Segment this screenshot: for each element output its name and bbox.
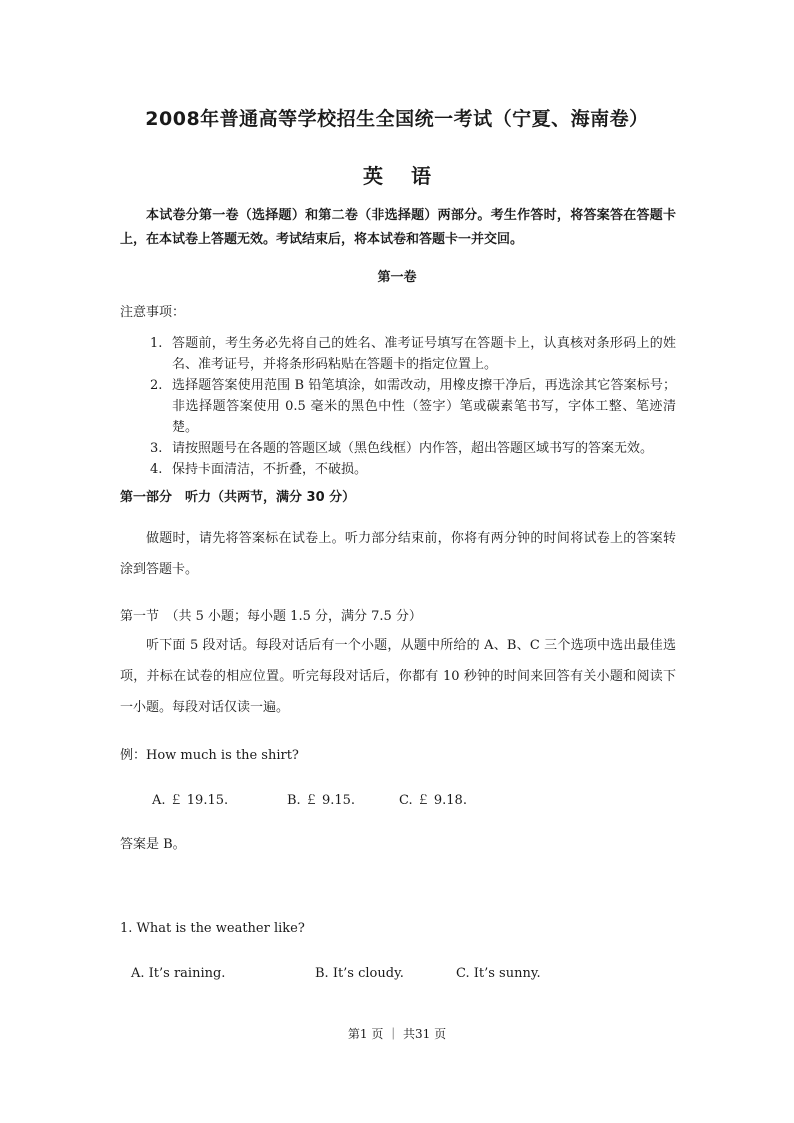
intro-paragraph: 本试卷分第一卷（选择题）和第二卷（非选择题）两部分。考生作答时，将答案答在答题卡上，在本试卷上答题无效。考试结束后，将本试卷和答题卡一并交回。: [120, 208, 676, 247]
subject-heading: 英语: [363, 164, 459, 188]
note-number: 2.: [150, 378, 163, 393]
example-option-a: A. ￡ 19.15.: [152, 793, 229, 808]
note-text: 请按照题号在各题的答题区域（黑色线框）内作答，超出答题区域书写的答案无效。: [172, 441, 654, 456]
note-number: 1.: [150, 336, 163, 351]
document-title: 2008年普通高等学校招生全国统一考试（宁夏、海南卷）: [145, 108, 649, 130]
note-item: [150, 438, 676, 459]
listening-intro: 做题时，请先将答案标在试卷上。听力部分结束前，你将有两分钟的时间将试卷上的答案转涂到答题卡。: [120, 531, 676, 577]
note-text: 答题前，考生务必先将自己的姓名、准考证号填写在答题卡上，认真核对条形码上的姓名、准考证号，并将条形码粘贴在答题卡的指定位置上。: [172, 336, 676, 372]
example-answer: 答案是 B。: [120, 837, 186, 852]
note-item: [150, 333, 676, 375]
note-text: 选择题答案使用范围 B 铅笔填涂，如需改动，用橡皮擦干净后，再选涂其它答案标号；非选择题答案使用 0.5 毫米的黑色中性（签字）笔或碳素笔书写，字体工整、笔迹清楚。: [172, 378, 676, 435]
q1-option-b: B. It’s cloudy.: [315, 966, 404, 981]
section1-heading: 第一节 （共 5 小题；每小题 1.5 分，满分 7.5 分）: [120, 609, 422, 624]
example-question: 例：How much is the shirt?: [120, 748, 299, 763]
notes-heading: 注意事项：: [120, 305, 186, 320]
example-option-c: C. ￡ 9.18.: [399, 793, 467, 808]
page-footer: 第1 页 ｜ 共31 页: [347, 1027, 447, 1041]
volume-heading: 第一卷: [377, 270, 417, 285]
q1-option-a: A. It’s raining.: [131, 966, 226, 981]
note-number: 4.: [150, 462, 163, 477]
part1-heading: 第一部分 听力（共两节，满分 30 分）: [120, 490, 356, 505]
note-item: [150, 459, 676, 480]
note-item: [150, 375, 676, 438]
q1-option-c: C. It’s sunny.: [456, 966, 541, 981]
note-text: 保持卡面清洁，不折叠，不破损。: [172, 462, 368, 477]
section1-intro: 听下面 5 段对话。每段对话后有一个小题，从题中所给的 A、B、C 三个选项中选出最佳选项，并标在试卷的相应位置。听完每段对话后，你都有 10 秒钟的时间来回答有关小题和阅读下一小题。每段对话仅读一遍。: [120, 638, 676, 715]
question-1: 1. What is the weather like?: [120, 921, 305, 936]
example-option-b: B. ￡ 9.15.: [287, 793, 356, 808]
note-number: 3.: [150, 441, 163, 456]
